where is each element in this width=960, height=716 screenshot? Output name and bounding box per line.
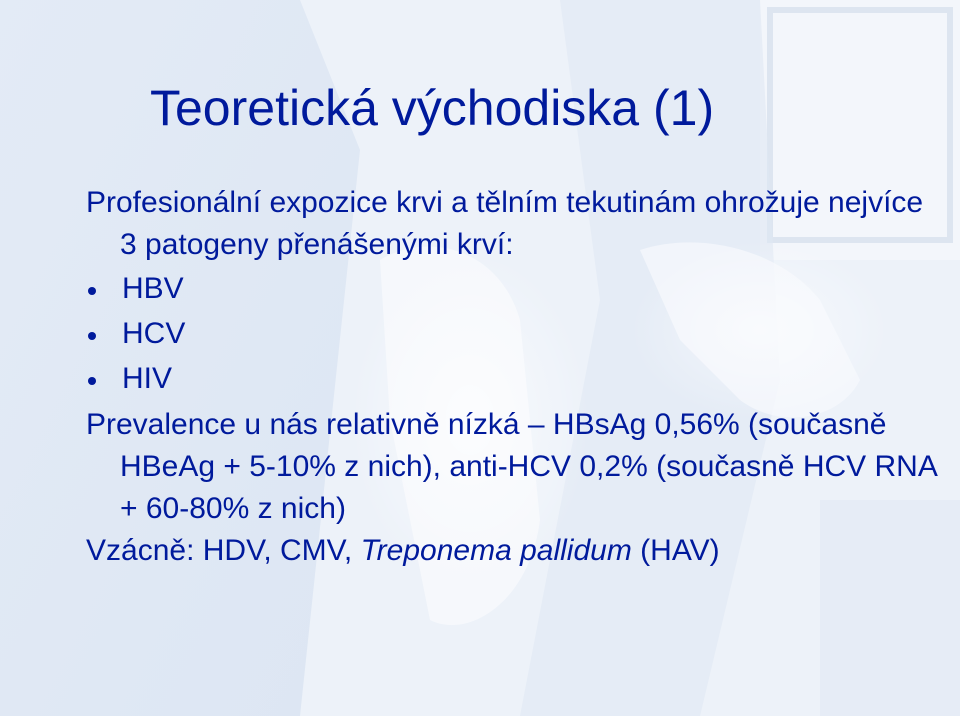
pathogen-item-hbv [86,268,946,310]
rare-suffix: (HAV) [631,534,720,567]
rare-pathogens-paragraph [86,530,946,572]
pathogen-item-hcv [86,313,946,355]
pathogen-label: HIV [122,362,173,395]
pathogen-item-hiv [86,358,946,400]
rare-italic-name: Treponema pallidum [360,534,632,567]
rare-prefix: Vzácně: HDV, CMV, [86,534,361,567]
prevalence-paragraph: Prevalence u nás relativně nízká – HBsAg 0,56% (současně HBeAg + 5-10% z nich), anti-HCV 0,2% (současně HCV RNA + 60-80% z nich) [86,408,937,525]
pathogen-label: HBV [122,272,184,305]
slide-title: Teoretická východiska (1) [150,80,715,136]
bullet-icon [88,377,96,385]
bullet-icon [88,287,96,295]
pathogen-label: HCV [122,317,186,350]
pathogen-list [86,268,946,400]
bullet-icon [88,332,96,340]
intro-paragraph: Profesionální expozice krvi a tělním tekutinám ohrožuje nejvíce 3 patogeny přenášenými krví: [86,186,924,261]
slide-body [86,182,946,572]
